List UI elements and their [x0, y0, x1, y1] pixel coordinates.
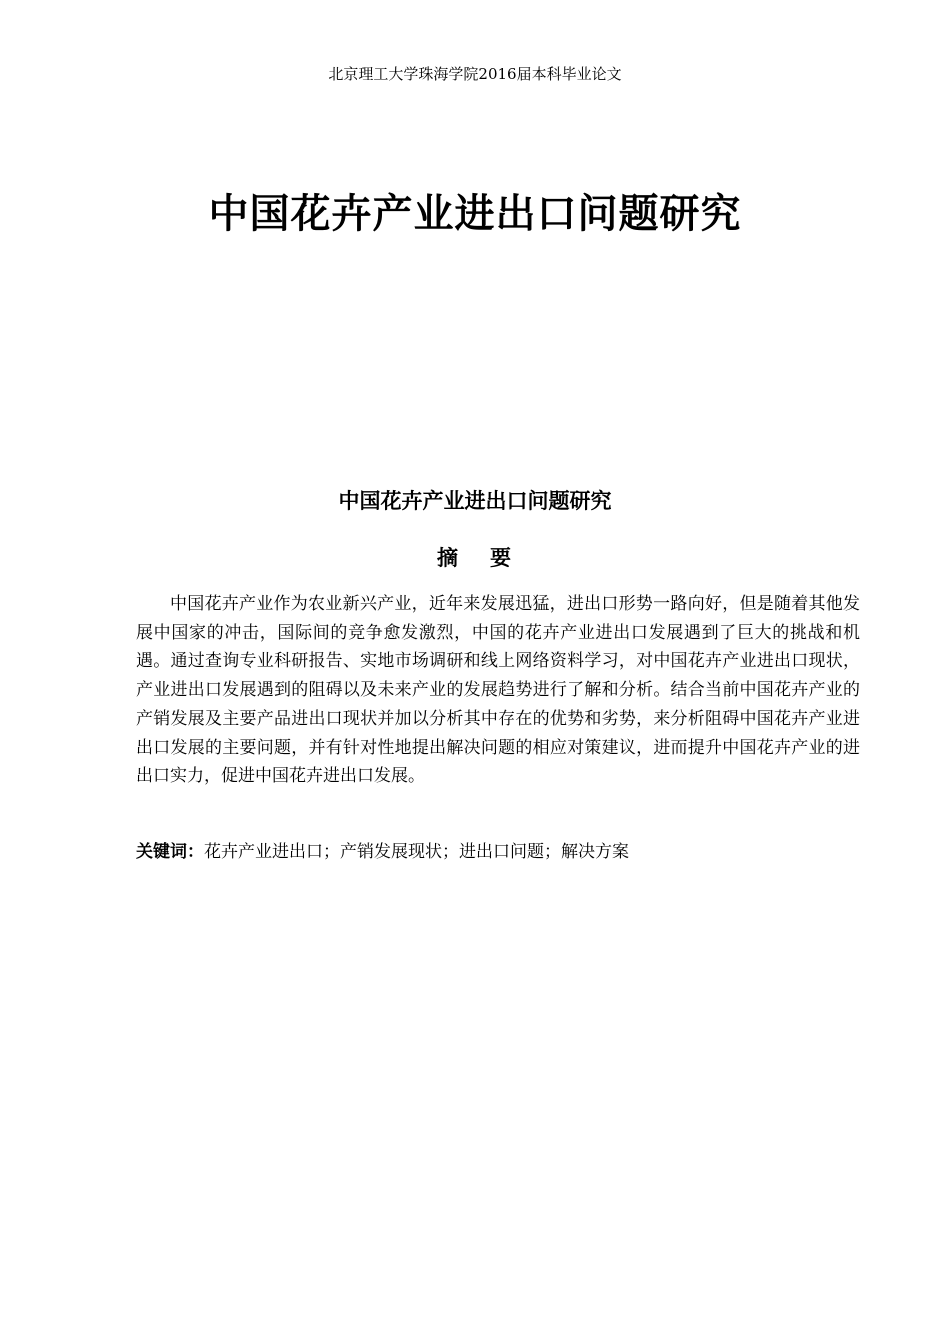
- abstract-title: 中国花卉产业进出口问题研究: [338, 489, 612, 513]
- abstract-heading-char-2: 要: [490, 546, 513, 570]
- running-header: 北京理工大学珠海学院2016届本科毕业论文: [328, 65, 622, 83]
- thesis-title: 中国花卉产业进出口问题研究: [208, 191, 742, 237]
- abstract-heading-char-1: 摘: [437, 546, 460, 570]
- keywords-value: 花卉产业进出口；产销发展现状；进出口问题；解决方案: [204, 842, 629, 862]
- keywords-label: 关键词：: [136, 842, 204, 862]
- abstract-body: 中国花卉产业作为农业新兴产业，近年来发展迅猛，进出口形势一路向好，但是随着其他发展中国家的冲击，国际间的竞争愈发激烈，中国的花卉产业进出口发展遇到了巨大的挑战和机遇。通过查询专业科研报告、实地市场调研和线上网络资料学习，对中国花卉产业进出口现状，产业进出口发展遇到的阻碍以及未来产业的发展趋势进行了解和分析。结合当前中国花卉产业的产销发展及主要产品进出口现状并加以分析其中存在的优势和劣势，来分析阻碍中国花卉产业进出口发展的主要问题，并有针对性地提出解决问题的相应对策建议，进而提升中国花卉产业的进出口实力，促进中国花卉进出口发展。: [136, 594, 860, 787]
- keywords-line: [136, 838, 860, 866]
- abstract-heading: [0, 543, 950, 573]
